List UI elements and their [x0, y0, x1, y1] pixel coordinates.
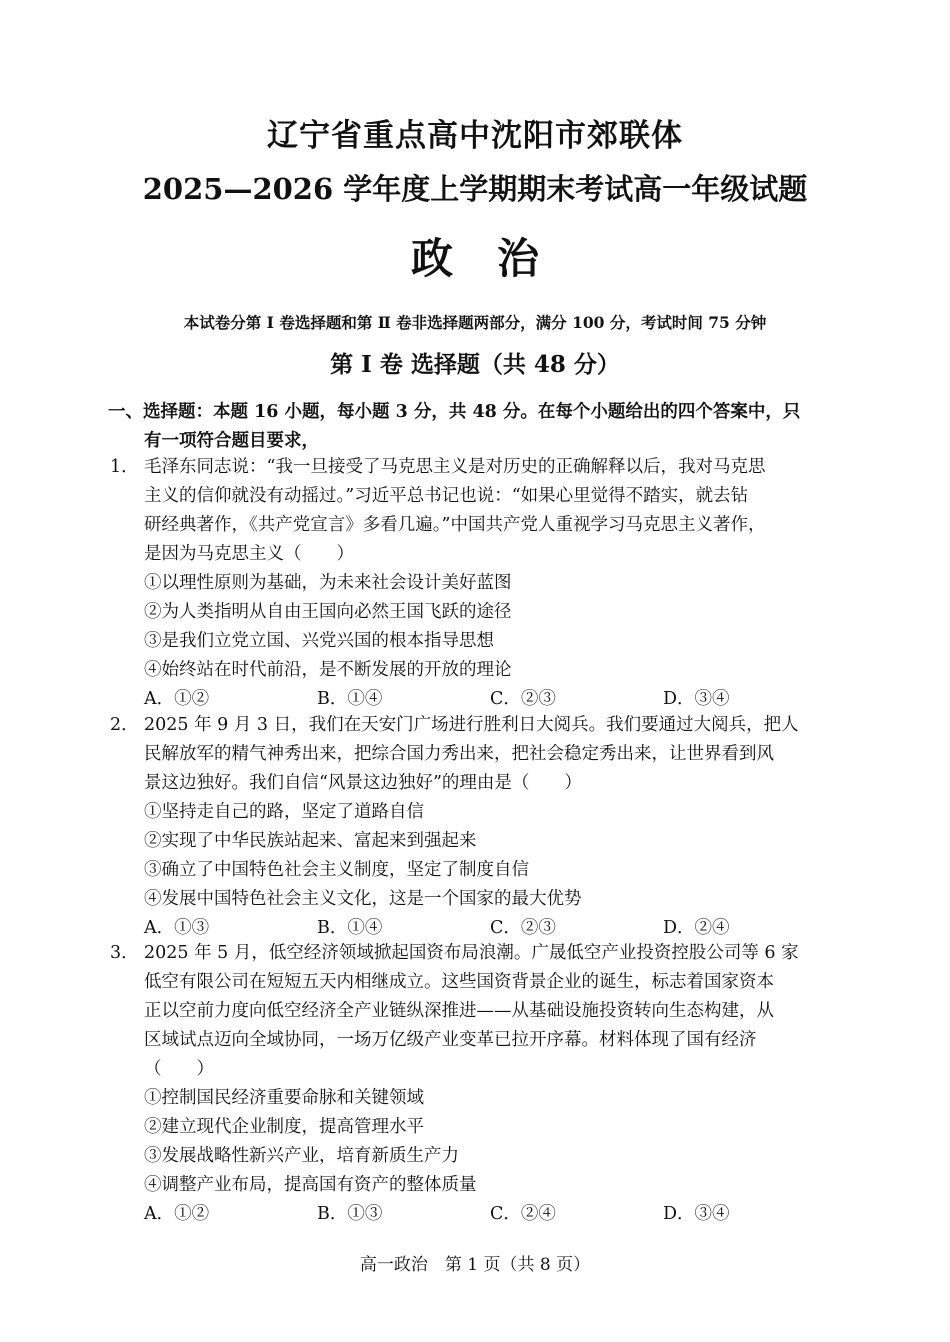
choice-b: B．①③: [317, 1204, 383, 1224]
question-option: ②为人类指明从自由王国向必然王国飞跃的途径: [144, 602, 512, 622]
question-number: 2．: [110, 715, 139, 735]
choice-b: B．①④: [317, 689, 383, 709]
question-option: ③是我们立党立国、兴党兴国的根本指导思想: [144, 631, 494, 651]
subject-title: [0, 226, 950, 286]
question-stem-line: 是因为马克思主义（ ）: [144, 544, 354, 564]
answer-choices: [110, 1200, 870, 1229]
question-number: 1．: [110, 457, 139, 477]
subject-char-1: 政: [410, 234, 453, 283]
question-stem-line: 主义的信仰就没有动摇过。”习近平总书记也说：“如果心里觉得不踏实，就去钻: [144, 486, 749, 506]
page-footer: 高一政治 第 1 页（共 8 页）: [359, 1255, 591, 1275]
question-stem-line: 毛泽东同志说：“我一旦接受了马克思主义是对历史的正确解释以后，我对马克思: [144, 457, 766, 477]
question-stem-line: 正以空前力度向低空经济全产业链纵深推进——从基础设施投资转向生态构建，从: [144, 1001, 774, 1021]
choice-d: D．②④: [663, 918, 730, 938]
question-3: [110, 939, 870, 1229]
choice-c: C．②③: [490, 689, 556, 709]
answer-choices: [110, 685, 870, 714]
question-option: ④始终站在时代前沿，是不断发展的开放的理论: [144, 660, 512, 680]
question-stem-line: 2025 年 9 月 3 日，我们在天安门广场进行胜利日大阅兵。我们要通过大阅兵，把人: [144, 715, 799, 735]
question-option: ①坚持走自己的路，坚定了道路自信: [144, 802, 424, 822]
question-option: ④调整产业布局，提高国有资产的整体质量: [144, 1175, 477, 1195]
question-1: [110, 453, 870, 714]
instructions: [108, 398, 868, 456]
question-stem-line: 区域试点迈向全域协同，一场万亿级产业变革已拉开序幕。材料体现了国有经济: [144, 1030, 757, 1050]
question-stem-line: 研经典著作，《共产党宣言》多看几遍。”中国共产党人重视学习马克思主义著作，: [144, 515, 766, 535]
question-2: [110, 711, 870, 943]
question-stem-line: 2025 年 5 月，低空经济领域掀起国资布局浪潮。广晟低空产业投资控股公司等 6 家: [144, 943, 799, 963]
question-option: ④发展中国特色社会主义文化，这是一个国家的最大优势: [144, 889, 582, 909]
question-option: ②建立现代企业制度，提高管理水平: [144, 1117, 424, 1137]
instructions-line1: 一、选择题：本题 16 小题，每小题 3 分，共 48 分。在每个小题给出的四个答案中，只: [108, 402, 801, 422]
choice-c: C．②③: [490, 918, 556, 938]
question-stem-line: 低空有限公司在短短五天内相继成立。这些国资背景企业的诞生，标志着国家资本: [144, 972, 774, 992]
subject-char-2: 治: [497, 234, 540, 283]
question-option: ①控制国民经济重要命脉和关键领域: [144, 1088, 424, 1108]
exam-title-line2: 2025—2026 学年度上学期期末考试高一年级试题: [142, 172, 808, 206]
question-option: ①以理性原则为基础，为未来社会设计美好蓝图: [144, 573, 512, 593]
choice-c: C．②④: [490, 1204, 556, 1224]
question-option: ③确立了中国特色社会主义制度，坚定了制度自信: [144, 860, 529, 880]
question-stem-line: （ ）: [144, 1059, 214, 1079]
choice-a: A．①③: [144, 918, 210, 938]
question-stem-line: 民解放军的精气神秀出来，把综合国力秀出来，把社会稳定秀出来，让世界看到风: [144, 744, 774, 764]
choice-d: D．③④: [663, 1204, 730, 1224]
choice-a: A．①②: [144, 689, 210, 709]
question-option: ②实现了中华民族站起来、富起来到强起来: [144, 831, 477, 851]
exam-title-line1: 辽宁省重点高中沈阳市郊联体: [267, 118, 683, 154]
choice-b: B．①④: [317, 918, 383, 938]
instructions-line2: 有一项符合题目要求，: [144, 431, 319, 451]
question-option: ③发展战略性新兴产业，培育新质生产力: [144, 1146, 459, 1166]
choice-a: A．①②: [144, 1204, 210, 1224]
choice-d: D．③④: [663, 689, 730, 709]
question-number: 3．: [110, 943, 139, 963]
question-stem-line: 景这边独好。我们自信“风景这边独好”的理由是（ ）: [144, 773, 582, 793]
section-title: 第 I 卷 选择题（共 48 分）: [330, 351, 620, 378]
exam-intro: 本试卷分第 I 卷选择题和第 Ⅱ 卷非选择题两部分，满分 100 分，考试时间 75 分钟: [183, 313, 767, 332]
